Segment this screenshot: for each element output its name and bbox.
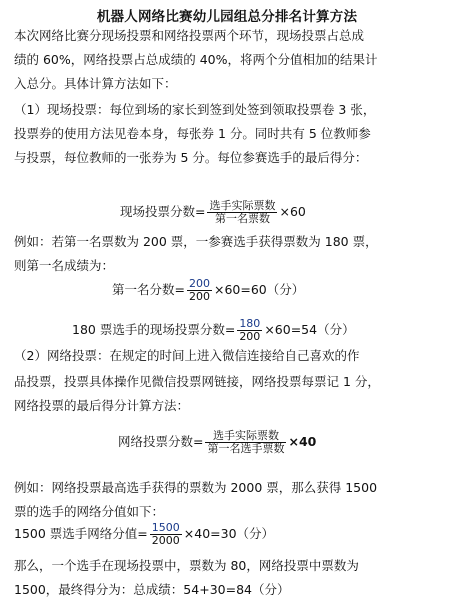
formula-1500-votes-fraction bbox=[150, 522, 182, 547]
document-title: 机器人网络比赛幼儿园组总分排名计算方法 bbox=[96, 9, 358, 25]
example2-line-2: 票的选手的网络分值如下： bbox=[14, 504, 165, 519]
formula-onsite-tail: ×60 bbox=[279, 204, 306, 219]
formula-1500-votes-label: 1500 票选手网络分值= bbox=[14, 526, 148, 541]
section1-line-3: 与投票，每位教师的一张券为 5 分。每位参赛选手的最后得分： bbox=[14, 150, 368, 165]
conclusion-line-1: 那么，一个选手在现场投票中，票数为 80，网络投票中票数为 bbox=[14, 558, 359, 573]
formula-1500-votes bbox=[14, 522, 274, 547]
formula-first-place bbox=[112, 278, 304, 303]
formula-onsite-label: 现场投票分数= bbox=[120, 204, 206, 219]
section2-line-2: 品投票，投票具体操作见微信投票网链接，网络投票每票记 1 分， bbox=[14, 374, 380, 389]
formula-first-place-numerator: 200 bbox=[188, 277, 210, 290]
formula-online-denominator: 第一名选手票数 bbox=[207, 442, 285, 455]
section1-line-2: 投票券的使用方法见卷本身，每张券 1 分。同时共有 5 位教师参 bbox=[14, 126, 371, 141]
example1-line-2: 则第一名成绩为： bbox=[14, 258, 115, 273]
section2-line-1: （2）网络投票：在规定的时间上进入微信连接给自己喜欢的作 bbox=[14, 348, 360, 363]
formula-180-votes-denominator: 200 bbox=[239, 330, 261, 343]
example2-line-1: 例如：网络投票最高选手获得的票数为 2000 票，那么获得 1500 bbox=[14, 480, 378, 495]
section2-line-3: 网络投票的最后得分计算方法： bbox=[14, 398, 190, 413]
formula-first-place-fraction bbox=[187, 278, 212, 303]
formula-first-place-label: 第一名分数= bbox=[112, 282, 185, 297]
formula-1500-votes-denominator: 2000 bbox=[151, 534, 180, 547]
formula-onsite-numerator: 选手实际票数 bbox=[209, 199, 276, 212]
formula-online-tail: ×40 bbox=[288, 434, 317, 449]
formula-180-votes-label: 180 票选手的现场投票分数= bbox=[72, 322, 236, 337]
formula-onsite-denominator: 第一名票数 bbox=[214, 212, 270, 225]
formula-1500-votes-numerator: 1500 bbox=[151, 521, 180, 534]
formula-1500-votes-tail: ×40=30（分） bbox=[183, 526, 275, 541]
formula-180-votes-tail: ×60=54（分） bbox=[264, 322, 355, 337]
intro-line-3: 入总分。具体计算方法如下： bbox=[14, 76, 177, 91]
formula-online-label: 网络投票分数= bbox=[118, 434, 204, 449]
formula-online bbox=[118, 430, 316, 455]
formula-180-votes-numerator: 180 bbox=[239, 317, 261, 330]
intro-line-2: 绩的 60%，网络投票占总成绩的 40%，将两个分值相加的结果计 bbox=[14, 52, 378, 67]
formula-onsite-fraction bbox=[207, 200, 277, 225]
formula-first-place-tail: ×60=60（分） bbox=[213, 282, 305, 297]
formula-onsite bbox=[120, 200, 306, 225]
section1-line-1: （1）现场投票：每位到场的家长到签到处签到领取投票卷 3 张， bbox=[14, 102, 376, 117]
formula-online-numerator: 选手实际票数 bbox=[205, 430, 286, 443]
conclusion-line-2: 1500，最终得分为：总成绩：54+30=84（分） bbox=[14, 582, 290, 597]
formula-first-place-denominator: 200 bbox=[188, 290, 210, 303]
example1-line-1: 例如：若第一名票数为 200 票，一参赛选手获得票数为 180 票， bbox=[14, 234, 378, 249]
intro-line-1: 本次网络比赛分现场投票和网络投票两个环节，现场投票占总成 bbox=[14, 28, 365, 43]
formula-online-fraction bbox=[205, 430, 286, 455]
formula-180-votes bbox=[72, 318, 355, 343]
formula-180-votes-fraction bbox=[237, 318, 262, 343]
